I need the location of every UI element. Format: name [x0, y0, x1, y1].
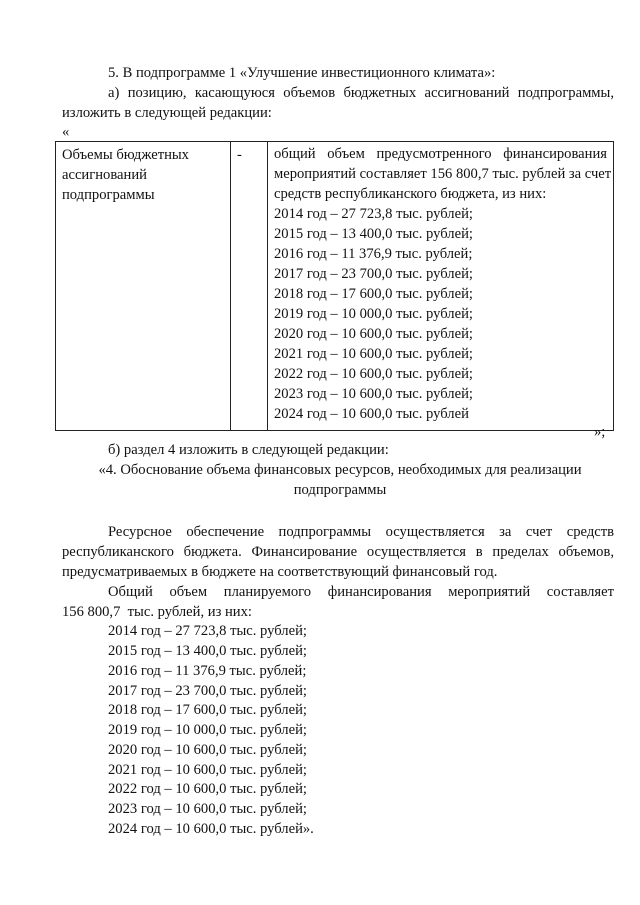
label-line: ассигнований: [62, 167, 147, 183]
item-5-heading: 5. В подпрограмме 1 «Улучшение инвестиционного климата»:: [108, 65, 496, 81]
label-line: Объемы бюджетных: [62, 147, 189, 163]
year-line: 2015 год – 13 400,0 тыс. рублей;: [274, 226, 473, 242]
year-list-item: 2023 год – 10 600,0 тыс. рублей;: [108, 801, 307, 817]
year-line: 2024 год – 10 600,0 тыс. рублей: [274, 406, 469, 422]
passport-row: [56, 142, 614, 431]
content-line: общий объем предусмотренного финансирования: [274, 146, 607, 162]
section-4-title-line-1: «4. Обоснование объема финансовых ресурсов, необходимых для реализации: [98, 462, 582, 478]
label-line: подпрограммы: [62, 187, 155, 203]
content-cell: [268, 142, 614, 431]
year-line: 2019 год – 10 000,0 тыс. рублей;: [274, 306, 473, 322]
year-list-item: 2016 год – 11 376,9 тыс. рублей;: [108, 663, 307, 679]
item-b-text: б) раздел 4 изложить в следующей редакции:: [108, 442, 389, 458]
label-cell: [56, 142, 231, 431]
year-line: 2017 год – 23 700,0 тыс. рублей;: [274, 266, 473, 282]
year-line: 2021 год – 10 600,0 тыс. рублей;: [274, 346, 473, 362]
item-a-line-2: изложить в следующей редакции:: [62, 105, 272, 121]
paragraph-2-line-2: 156 800,7 тыс. рублей, из них:: [62, 604, 252, 620]
section-4-title-line-2: подпрограммы: [293, 482, 387, 498]
year-line: 2016 год – 11 376,9 тыс. рублей;: [274, 246, 473, 262]
content-line: мероприятий составляет 156 800,7 тыс. рублей за счет: [274, 166, 612, 182]
paragraph-1-line: республиканского бюджета. Финансирование осуществляется в пределах объемов,: [62, 544, 614, 560]
year-list-item: 2018 год – 17 600,0 тыс. рублей;: [108, 702, 307, 718]
content-line: средств республиканского бюджета, из них:: [274, 186, 547, 202]
passport-table: [55, 141, 614, 431]
dash-symbol: -: [237, 147, 242, 163]
paragraph-1-line: Ресурсное обеспечение подпрограммы осуществляется за счет средств: [108, 524, 614, 540]
year-line: 2023 год – 10 600,0 тыс. рублей;: [274, 386, 473, 402]
year-line: 2018 год – 17 600,0 тыс. рублей;: [274, 286, 473, 302]
dash-cell: [231, 142, 268, 431]
paragraph-2-line-1: Общий объем планируемого финансирования мероприятий составляет: [108, 584, 614, 600]
year-line: 2020 год – 10 600,0 тыс. рублей;: [274, 326, 473, 342]
year-line: 2022 год – 10 600,0 тыс. рублей;: [274, 366, 473, 382]
year-list-item: 2020 год – 10 600,0 тыс. рублей;: [108, 742, 307, 758]
year-list-item: 2019 год – 10 000,0 тыс. рублей;: [108, 722, 307, 738]
year-list-item: 2014 год – 27 723,8 тыс. рублей;: [108, 623, 307, 639]
paragraph-1-line: предусматриваемых в бюджете на соответствующий финансовый год.: [62, 564, 498, 580]
year-list-item: 2021 год – 10 600,0 тыс. рублей;: [108, 762, 307, 778]
year-list-item: 2024 год – 10 600,0 тыс. рублей».: [108, 821, 314, 837]
year-list-item: 2015 год – 13 400,0 тыс. рублей;: [108, 643, 307, 659]
quote-open-mark: «: [62, 124, 70, 140]
quote-close-mark: »;: [594, 424, 606, 440]
year-line: 2014 год – 27 723,8 тыс. рублей;: [274, 206, 473, 222]
year-list-item: 2017 год – 23 700,0 тыс. рублей;: [108, 683, 307, 699]
item-a-line-1: а) позицию, касающуюся объемов бюджетных ассигнований подпрограммы,: [108, 85, 614, 101]
year-list-item: 2022 год – 10 600,0 тыс. рублей;: [108, 781, 307, 797]
